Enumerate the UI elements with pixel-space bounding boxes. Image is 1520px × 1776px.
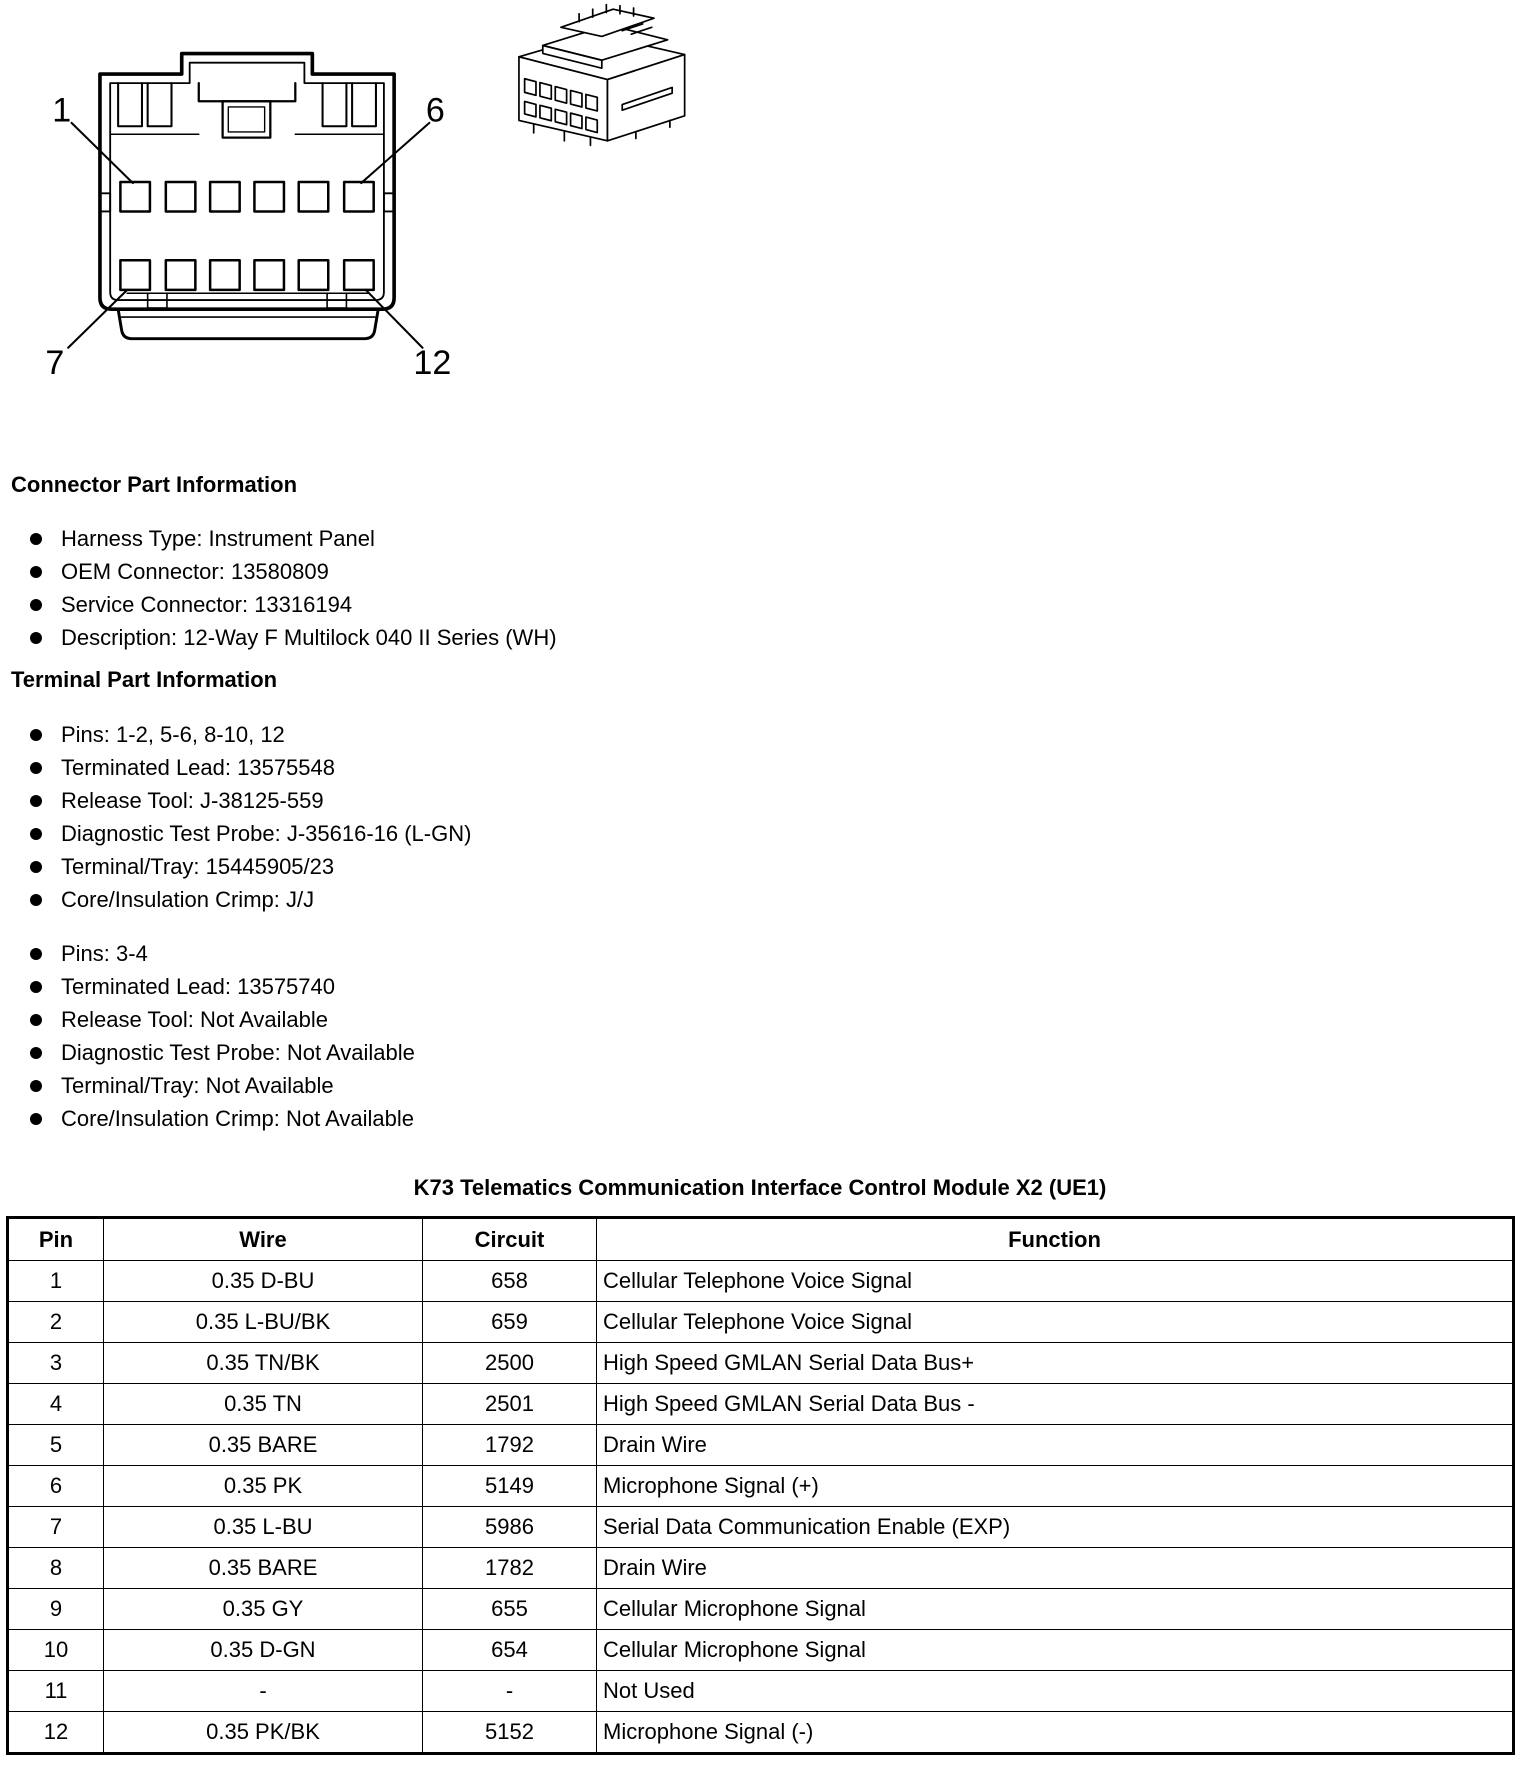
pin-cell: 7 (8, 1507, 104, 1548)
circuit-cell: 2500 (423, 1343, 597, 1384)
list-item (0, 1003, 415, 1036)
circuit-cell: 5152 (423, 1712, 597, 1754)
left-lock-slot-outer (118, 83, 142, 126)
bullet-icon (30, 795, 42, 807)
table-row (8, 1466, 1514, 1507)
table-row (8, 1384, 1514, 1425)
pin-cell: 8 (8, 1548, 104, 1589)
list-item-text: Pins: 1-2, 5-6, 8-10, 12 (61, 722, 285, 747)
pin-cell: 11 (8, 1671, 104, 1712)
wire-header: Wire (104, 1218, 423, 1261)
circuit-cell: - (423, 1671, 597, 1712)
cavity-6 (344, 182, 374, 212)
front-cavity-6 (525, 101, 536, 116)
left-lock-slot-inner (148, 83, 172, 126)
table-row (8, 1343, 1514, 1384)
pin-cell: 3 (8, 1343, 104, 1384)
latch-channel (199, 83, 296, 101)
connector-inner-frame (110, 63, 384, 300)
connector-base-lip (118, 309, 378, 339)
bullet-icon (30, 566, 42, 578)
table-row (8, 1712, 1514, 1754)
pin-cell: 6 (8, 1466, 104, 1507)
bullet-icon (30, 861, 42, 873)
circuit-cell: 655 (423, 1589, 597, 1630)
front-cavity-5 (586, 94, 597, 111)
table-row (8, 1425, 1514, 1466)
cavity-7 (120, 260, 150, 290)
wire-cell: 0.35 PK (104, 1466, 423, 1507)
wire-cell: 0.35 GY (104, 1589, 423, 1630)
list-item-text: Terminated Lead: 13575548 (61, 755, 335, 780)
list-item (0, 718, 471, 751)
pin-cell: 12 (8, 1712, 104, 1754)
bullet-icon (30, 533, 42, 545)
list-item-text: Terminated Lead: 13575740 (61, 974, 335, 999)
list-item-text: Terminal/Tray: 15445905/23 (61, 854, 335, 879)
function-cell: Drain Wire (597, 1425, 1514, 1466)
function-cell: Cellular Telephone Voice Signal (597, 1302, 1514, 1343)
bullet-icon (30, 894, 42, 906)
list-item (0, 970, 415, 1003)
list-item (0, 555, 557, 588)
terminal-group-1-list (0, 718, 471, 916)
list-item-text: Release Tool: Not Available (61, 1007, 329, 1032)
cavity-8 (166, 260, 196, 290)
pinout-table (6, 1216, 1515, 1755)
list-item (0, 937, 415, 970)
bullet-icon (30, 599, 42, 611)
list-item (0, 588, 557, 621)
circuit-cell: 1782 (423, 1548, 597, 1589)
cavity-2 (166, 182, 196, 212)
bullet-icon (30, 981, 42, 993)
cavity-3 (210, 182, 240, 212)
list-item (0, 850, 471, 883)
pin-cell: 5 (8, 1425, 104, 1466)
wire-cell: 0.35 BARE (104, 1425, 423, 1466)
wire-cell: 0.35 TN/BK (104, 1343, 423, 1384)
list-item-text: Release Tool: J-38125-559 (61, 788, 324, 813)
pin-cell: 2 (8, 1302, 104, 1343)
bullet-icon (30, 729, 42, 741)
front-cavity-1 (525, 79, 536, 96)
bullet-icon (30, 948, 42, 960)
circuit-cell: 654 (423, 1630, 597, 1671)
front-cavity-2 (540, 83, 551, 100)
list-item-text: Core/Insulation Crimp: Not Available (61, 1106, 414, 1131)
connector-part-information-heading: Connector Part Information (11, 472, 298, 497)
front-cavity-7 (540, 105, 551, 120)
cavity-9 (210, 260, 240, 290)
cavity-4 (254, 182, 284, 212)
pin-cell: 9 (8, 1589, 104, 1630)
cavity-12 (344, 260, 374, 290)
wire-cell: 0.35 L-BU (104, 1507, 423, 1548)
wire-cell: 0.35 D-GN (104, 1630, 423, 1671)
list-item (0, 784, 471, 817)
leader-line-pin-1 (72, 123, 133, 183)
function-cell: Not Used (597, 1671, 1514, 1712)
list-item (0, 1069, 415, 1102)
circuit-header: Circuit (423, 1218, 597, 1261)
list-item (0, 1036, 415, 1069)
pin-label-7: 7 (45, 343, 65, 382)
function-header: Function (597, 1218, 1514, 1261)
function-cell: Drain Wire (597, 1548, 1514, 1589)
list-item-text: Description: 12-Way F Multilock 040 II Series (WH) (61, 625, 557, 650)
terminal-part-information-heading: Terminal Part Information (11, 667, 278, 692)
connector-part-information-list (0, 522, 557, 654)
table-row (8, 1630, 1514, 1671)
pin-label-12: 12 (413, 343, 452, 382)
list-item-text: Terminal/Tray: Not Available (61, 1073, 334, 1098)
pin-header: Pin (8, 1218, 104, 1261)
pin-label-1: 1 (52, 91, 72, 130)
bullet-icon (30, 828, 42, 840)
table-row (8, 1302, 1514, 1343)
bullet-icon (30, 632, 42, 644)
list-item (0, 817, 471, 850)
list-item-text: Service Connector: 13316194 (61, 592, 353, 617)
front-cavity-3 (555, 87, 566, 104)
table-row (8, 1507, 1514, 1548)
front-cavity-10 (586, 117, 597, 132)
wire-cell: - (104, 1671, 423, 1712)
pin-label-6: 6 (425, 91, 445, 130)
list-item-text: Harness Type: Instrument Panel (61, 526, 375, 551)
bullet-icon (30, 1047, 42, 1059)
list-item (0, 1102, 415, 1135)
wire-cell: 0.35 PK/BK (104, 1712, 423, 1754)
function-cell: Microphone Signal (-) (597, 1712, 1514, 1754)
bullet-icon (30, 1113, 42, 1125)
latch-button-inner (228, 107, 264, 132)
table-row (8, 1548, 1514, 1589)
table-row (8, 1589, 1514, 1630)
list-item-text: Core/Insulation Crimp: J/J (61, 887, 315, 912)
wire-cell: 0.35 BARE (104, 1548, 423, 1589)
list-item-text: OEM Connector: 13580809 (61, 559, 329, 584)
wire-cell: 0.35 L-BU/BK (104, 1302, 423, 1343)
pin-cell: 4 (8, 1384, 104, 1425)
front-cavity-9 (571, 113, 582, 128)
table-header-row (8, 1218, 1514, 1261)
circuit-cell: 658 (423, 1261, 597, 1302)
cavity-10 (254, 260, 284, 290)
function-cell: High Speed GMLAN Serial Data Bus - (597, 1384, 1514, 1425)
circuit-cell: 2501 (423, 1384, 597, 1425)
pin-cell: 10 (8, 1630, 104, 1671)
cavity-5 (299, 182, 329, 212)
wire-cell: 0.35 TN (104, 1384, 423, 1425)
function-cell: High Speed GMLAN Serial Data Bus+ (597, 1343, 1514, 1384)
list-item (0, 621, 557, 654)
function-cell: Serial Data Communication Enable (EXP) (597, 1507, 1514, 1548)
list-item-text: Diagnostic Test Probe: J-35616-16 (L-GN) (61, 821, 472, 846)
list-item (0, 522, 557, 555)
table-row (8, 1261, 1514, 1302)
function-cell: Cellular Microphone Signal (597, 1630, 1514, 1671)
list-item (0, 751, 471, 784)
connector-illustration (511, 0, 696, 150)
pinout-table-title: K73 Telematics Communication Interface Control Module X2 (UE1) (413, 1175, 1107, 1200)
bullet-icon (30, 1080, 42, 1092)
table-row (8, 1671, 1514, 1712)
circuit-cell: 1792 (423, 1425, 597, 1466)
connector-end-view (0, 0, 460, 390)
circuit-cell: 659 (423, 1302, 597, 1343)
cavity-1 (120, 182, 150, 212)
bullet-icon (30, 1014, 42, 1026)
list-item-text: Pins: 3-4 (61, 941, 148, 966)
circuit-cell: 5149 (423, 1466, 597, 1507)
terminal-group-2-list (0, 937, 415, 1135)
right-lock-slot-outer (352, 83, 376, 126)
list-item (0, 883, 471, 916)
function-cell: Microphone Signal (+) (597, 1466, 1514, 1507)
cavity-11 (299, 260, 329, 290)
front-cavity-8 (555, 109, 566, 124)
front-cavity-4 (571, 90, 582, 107)
right-lock-slot-inner (323, 83, 347, 126)
pin-cell: 1 (8, 1261, 104, 1302)
bullet-icon (30, 762, 42, 774)
wire-cell: 0.35 D-BU (104, 1261, 423, 1302)
circuit-cell: 5986 (423, 1507, 597, 1548)
list-item-text: Diagnostic Test Probe: Not Available (61, 1040, 415, 1065)
function-cell: Cellular Telephone Voice Signal (597, 1261, 1514, 1302)
function-cell: Cellular Microphone Signal (597, 1589, 1514, 1630)
